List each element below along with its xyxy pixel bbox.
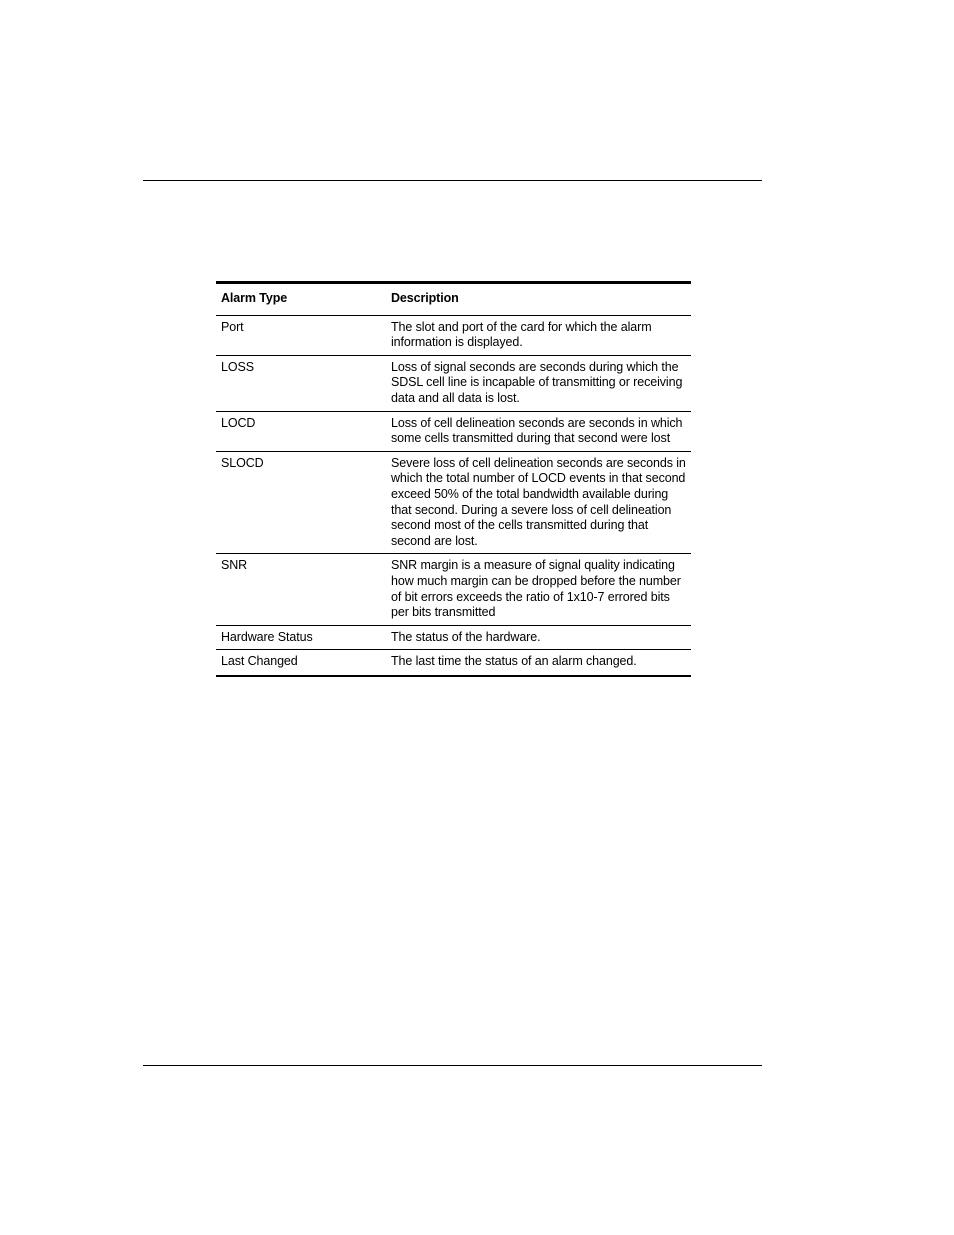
alarm-type-cell: Hardware Status [216, 625, 386, 650]
description-cell: Loss of cell delineation seconds are seconds in which some cells transmitted during that second were lost [386, 411, 691, 451]
table-row [216, 650, 691, 675]
alarm-type-cell: SNR [216, 554, 386, 625]
table-row [216, 355, 691, 411]
alarm-type-cell: SLOCD [216, 451, 386, 554]
description-cell: The last time the status of an alarm changed. [391, 654, 637, 669]
table-row [216, 554, 691, 625]
column-header-alarm-type: Alarm Type [216, 284, 386, 315]
table-row [216, 315, 691, 355]
table-row [216, 411, 691, 451]
column-header-description: Description [386, 284, 691, 315]
header-rule [143, 180, 762, 181]
description-cell: SNR margin is a measure of signal quality indicating how much margin can be dropped before the number of bit errors exceeds the ratio of 1x10-7 errored bits per bits transmitted [386, 554, 691, 625]
alarm-type-cell: Last Changed [221, 654, 298, 669]
table-header-row [216, 284, 691, 315]
alarm-table-container [216, 281, 691, 677]
table-row [216, 451, 691, 554]
description-cell: The status of the hardware. [386, 625, 691, 650]
table-row [216, 625, 691, 650]
description-cell: Loss of signal seconds are seconds during which the SDSL cell line is incapable of transmitting or receiving data and all data is lost. [386, 355, 691, 411]
alarm-table [216, 284, 691, 675]
alarm-type-cell: LOSS [216, 355, 386, 411]
description-cell: Severe loss of cell delineation seconds are seconds in which the total number of LOCD events in that second exceed 50% of the total bandwidth available during that second. During a severe loss of cell delineation second most of the cells transmitted during that second are lost. [386, 451, 691, 554]
alarm-type-cell: Port [216, 315, 386, 355]
footer-rule [143, 1065, 762, 1066]
alarm-type-cell: LOCD [216, 411, 386, 451]
description-cell: The slot and port of the card for which the alarm information is displayed. [386, 315, 691, 355]
